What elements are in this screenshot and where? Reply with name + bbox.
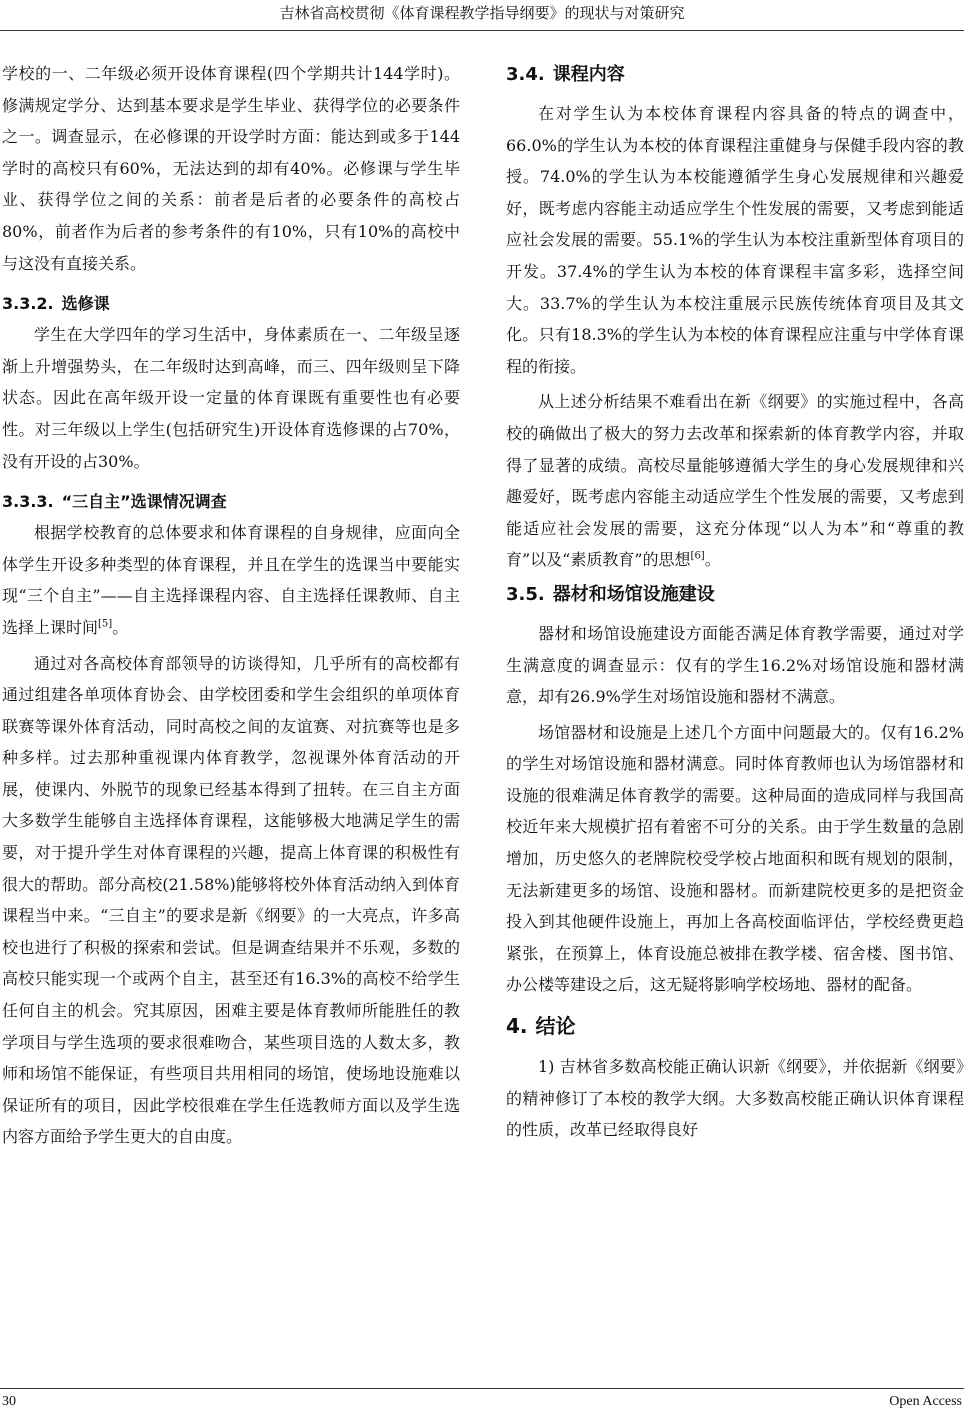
paragraph-end: 。 <box>704 550 721 570</box>
paragraph-end: 。 <box>112 617 129 637</box>
section-heading-3-3-2 <box>2 291 460 317</box>
section-title: 器材和场馆设施建设 <box>552 583 715 605</box>
paragraph: 在对学生认为本校体育课程内容具备的特点的调查中，66.0%的学生认为本校的体育课程注重健身与保健手段内容的教授。74.0%的学生认为本校能遵循学生身心发展规律和兴趣爱好，既考虑内容能主动适应学生个性发展的需要，又考虑到能适应社会发展的需要。55.1%的学生认为本校注重新型体育项目的开发。37.4%的学生认为本校的体育课程丰富多彩，选择空间大。33.7%的学生认为本校注重展示民族传统体育项目及其文化。只有18.3%的学生认为本校的体育课程应注重与中学体育课程的衔接。 <box>506 104 964 376</box>
paragraph <box>506 386 964 576</box>
section-heading-3-4 <box>506 60 964 90</box>
paragraph: 学生在大学四年的学习生活中，身体素质在一、二年级呈逐渐上升增强势头，在二年级时达到高峰，而三、四年级则呈下降状态。因此在高年级开设一定量的体育课既有重要性也有必要性。对三年级以上学生(包括研究生)开设体育选修课的占70%，没有开设的占30%。 <box>2 325 460 471</box>
paragraph-text: 根据学校教育的总体要求和体育课程的自身规律，应面向全体学生开设多种类型的体育课程，并且在学生的选课当中要能实现“三个自主”——自主选择课程内容、自主选择任课教师、自主选择上课时间 <box>2 523 460 637</box>
page-number: 30 <box>2 1394 16 1409</box>
section-heading-4 <box>506 1011 964 1041</box>
paragraph <box>2 517 460 643</box>
section-heading-3-3-3 <box>2 489 460 515</box>
page-footer <box>0 1388 964 1411</box>
citation-ref[interactable]: [5] <box>98 618 113 630</box>
section-heading-3-5 <box>506 580 964 610</box>
section-title: “三自主”选课情况调查 <box>61 492 227 512</box>
section-title: 结论 <box>535 1014 576 1039</box>
section-number: 4. <box>506 1014 528 1039</box>
right-column <box>506 58 964 1150</box>
section-title: 课程内容 <box>552 64 625 85</box>
section-number: 3.5. <box>506 583 545 605</box>
paragraph: 通过对各高校体育部领导的访谈得知，几乎所有的高校都有通过组建各单项体育协会、由学校团委和学生会组织的单项体育联赛等课外体育活动，同时高校之间的友谊赛、对抗赛等也是多种多样。过去那种重视课内体育教学，忽视课外体育活动的开展，使课内、外脱节的现象已经基本得到了扭转。在三自主方面大多数学生能够自主选择体育课程，这能够极大地满足学生的需要，对于提升学生对体育课程的兴趣，提高上体育课的积极性有很大的帮助。部分高校(21.58%)能够将校外体育活动纳入到体育课程当中来。“三自主”的要求是新《纲要》的一大亮点，许多高校也进行了积极的探索和尝试。但是调查结果并不乐观，多数的高校只能实现一个或两个自主，甚至还有16.3%的高校不给学生任何自主的机会。究其原因，困难主要是体育教师所能胜任的教学项目与学生选项的要求很难吻合，某些项目选的人数太多，教师和场馆不能保证，有些项目共用相同的场馆，使场地设施难以保证所有的项目，因此学校很难在学生任选教师方面以及学生选内容方面给予学生更大的自由度。 <box>2 653 460 1147</box>
left-column <box>2 58 460 1157</box>
running-head: 吉林省高校贯彻《体育课程教学指导纲要》的现状与对策研究 <box>0 0 964 31</box>
citation-ref[interactable]: [6] <box>690 550 705 562</box>
open-access-label: Open Access <box>889 1394 962 1409</box>
paragraph: 器材和场馆设施建设方面能否满足体育教学需要，通过对学生满意度的调查显示：仅有的学生16.2%对场馆设施和器材满意，却有26.9%学生对场馆设施和器材不满意。 <box>506 623 964 707</box>
paragraph: 1) 吉林省多数高校能正确认识新《纲要》，并依据新《纲要》的精神修订了本校的教学大纲。大多数高校能正确认识体育课程的性质，改革已经取得良好 <box>506 1057 964 1140</box>
section-number: 3.3.2. <box>2 294 54 314</box>
section-number: 3.4. <box>506 64 545 85</box>
paragraph: 学校的一、二年级必须开设体育课程(四个学期共计144学时)。修满规定学分、达到基本要求是学生毕业、获得学位的必要条件之一。调查显示，在必修课的开设学时方面：能达到或多于144学时的高校只有60%，无法达到的却有40%。必修课与学生毕业、获得学位之间的关系：前者是后者的必要条件的高校占80%，前者作为后者的参考条件的有10%，只有10%的高校中与这没有直接关系。 <box>2 64 460 273</box>
paragraph-text: 从上述分析结果不难看出在新《纲要》的实施过程中，各高校的确做出了极大的努力去改革和探索新的体育教学内容，并取得了显著的成绩。高校尽量能够遵循大学生的身心发展规律和兴趣爱好，既考虑内容能主动适应学生个性发展的需要，又考虑到能适应社会发展的需要，这充分体现“以人为本”和“尊重的教育”以及“素质教育”的思想 <box>506 392 964 570</box>
section-number: 3.3.3. <box>2 492 54 512</box>
section-title: 选修课 <box>61 294 110 314</box>
paragraph: 场馆器材和设施是上述几个方面中问题最大的。仅有16.2%的学生对场馆设施和器材满意。同时体育教师也认为场馆器材和设施的很难满足体育教学的需要。这种局面的造成同样与我国高校近年来大规模扩招有着密不可分的关系。由于学生数量的急剧增加，历史悠久的老牌院校受学校占地面积和既有规划的限制，无法新建更多的场馆、设施和器材。而新建院校更多的是把资金投入到其他硬件设施上，再加上各高校面临评估，学校经费更趋紧张，在预算上，体育设施总被排在教学楼、宿舍楼、图书馆、办公楼等建设之后，这无疑将影响学校场地、器材的配备。 <box>506 722 964 995</box>
